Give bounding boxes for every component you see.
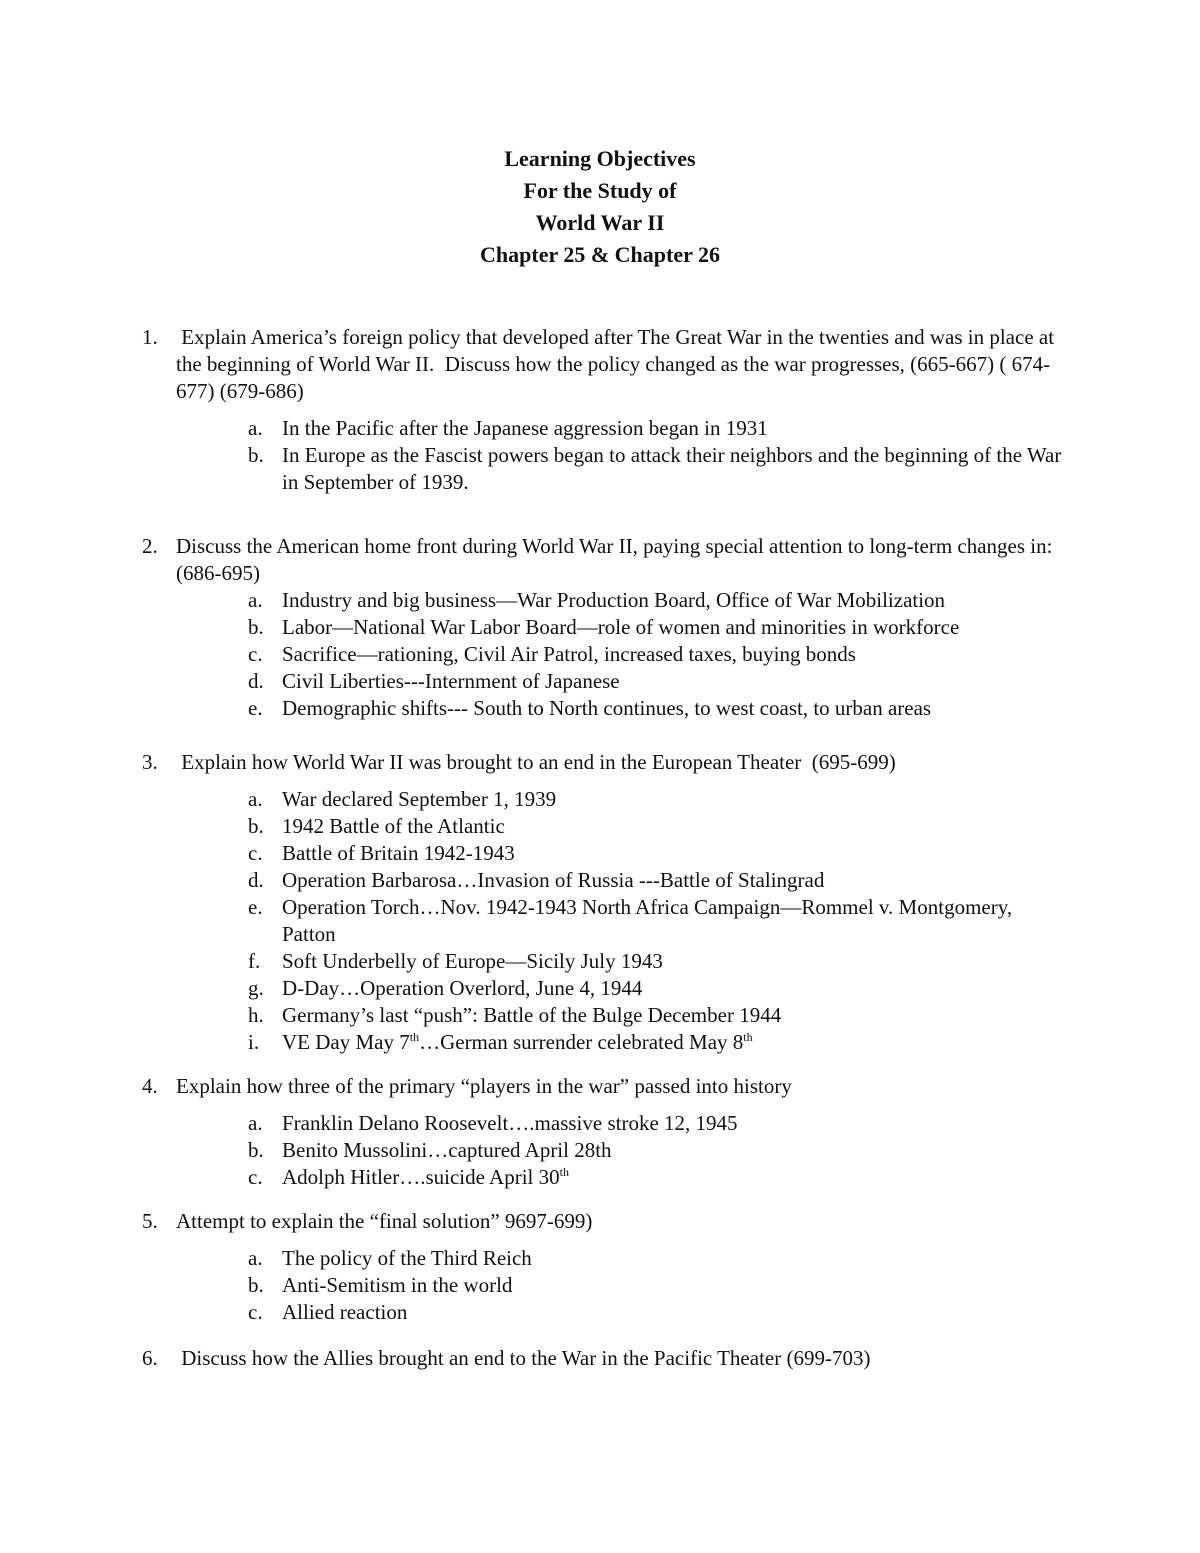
sub-item-letter: e. — [248, 895, 263, 919]
objective-text: Explain America’s foreign policy that developed after The Great War in the twenties and was in place at the beginning of World War II. Discuss how the policy changed as the war progresses, (665-667) ( 674-677) (679-686) — [176, 325, 1060, 403]
document-title — [0, 143, 1200, 271]
sub-item-text: Demographic shifts--- South to North continues, to west coast, to urban areas — [282, 696, 932, 720]
sub-item-letter: c. — [248, 841, 263, 865]
sub-item-text: In the Pacific after the Japanese aggression began in 1931 — [282, 416, 768, 440]
sub-item-list — [0, 786, 1200, 1056]
sub-item-text: Sacrifice—rationing, Civil Air Patrol, increased taxes, buying bonds — [282, 642, 856, 666]
objective-number: 2. — [142, 534, 158, 558]
sub-item-letter: b. — [248, 1138, 264, 1162]
objective-number: 3. — [142, 750, 158, 774]
sub-item-letter: a. — [248, 416, 263, 440]
sub-item — [248, 668, 1062, 695]
sub-item-text: Allied reaction — [282, 1300, 408, 1324]
sub-item-letter: f. — [248, 949, 261, 973]
sub-item-letter: b. — [248, 814, 264, 838]
sub-item-text: Adolph Hitler….suicide April 30 — [282, 1165, 560, 1189]
sub-item-text: Operation Torch…Nov. 1942-1943 North Africa Campaign—Rommel v. Montgomery, Patton — [282, 895, 1018, 946]
sub-item — [248, 1299, 1062, 1326]
sub-item — [248, 786, 1062, 813]
sub-item-text: Battle of Britain 1942-1943 — [282, 841, 515, 865]
sub-item-text: Operation Barbarosa…Invasion of Russia ---Battle of Stalingrad — [282, 868, 825, 892]
sub-item — [248, 442, 1067, 496]
sub-item — [248, 948, 1062, 975]
sub-item-letter: c. — [248, 1300, 263, 1324]
superscript: th — [409, 1030, 420, 1044]
sub-item-letter: b. — [248, 443, 264, 467]
objective-number: 1. — [142, 325, 158, 349]
objective-text: Discuss how the Allies brought an end to the War in the Pacific Theater (699-703) — [176, 1346, 871, 1370]
sub-item — [248, 614, 1062, 641]
objective-text: Attempt to explain the “final solution” 9697-699) — [176, 1209, 593, 1233]
sub-item-text: Anti-Semitism in the world — [282, 1273, 513, 1297]
title-line-3: World War II — [535, 210, 665, 235]
objective-3 — [0, 749, 1200, 1056]
objective-text: Explain how three of the primary “players in the war” passed into history — [176, 1074, 792, 1098]
sub-item-letter: g. — [248, 976, 264, 1000]
sub-item — [248, 1002, 1062, 1029]
sub-item — [248, 1110, 1062, 1137]
sub-item-text: Labor—National War Labor Board—role of women and minorities in workforce — [282, 615, 960, 639]
sub-item-letter: b. — [248, 1273, 264, 1297]
sub-item-text: Germany’s last “push”: Battle of the Bulge December 1944 — [282, 1003, 782, 1027]
sub-item — [248, 587, 1062, 614]
objective-6 — [0, 1345, 1200, 1372]
sub-item — [248, 415, 1062, 442]
objective-2 — [0, 533, 1200, 722]
objective-text: Explain how World War II was brought to an end in the European Theater (695-699) — [176, 750, 896, 774]
sub-item-letter: a. — [248, 1246, 263, 1270]
sub-item — [248, 695, 1062, 722]
superscript: th — [743, 1030, 753, 1044]
sub-item-list — [0, 1245, 1200, 1326]
sub-item-text: The policy of the Third Reich — [282, 1246, 532, 1270]
sub-item-letter: i. — [248, 1030, 260, 1054]
sub-item-letter: d. — [248, 868, 264, 892]
sub-item-text: War declared September 1, 1939 — [282, 787, 557, 811]
sub-item — [248, 1029, 1062, 1056]
title-line-2: For the Study of — [523, 178, 677, 203]
sub-item-text-continued: …German surrender celebrated May 8 — [419, 1030, 744, 1054]
sub-item-list — [0, 587, 1200, 722]
sub-item-text: Franklin Delano Roosevelt….massive stroke 12, 1945 — [282, 1111, 738, 1135]
sub-item-text: 1942 Battle of the Atlantic — [282, 814, 505, 838]
sub-item-text: D-Day…Operation Overlord, June 4, 1944 — [282, 976, 643, 1000]
objective-number: 5. — [142, 1209, 158, 1233]
sub-item-text: Soft Underbelly of Europe—Sicily July 1943 — [282, 949, 663, 973]
title-line-1: Learning Objectives — [504, 146, 696, 171]
sub-item — [248, 1245, 1062, 1272]
sub-item-letter: e. — [248, 696, 263, 720]
sub-item-text: VE Day May 7 — [282, 1030, 410, 1054]
sub-item — [248, 867, 1062, 894]
sub-item — [248, 1272, 1062, 1299]
title-line-4: Chapter 25 & Chapter 26 — [480, 242, 720, 267]
objective-number: 4. — [142, 1074, 158, 1098]
sub-item — [248, 1137, 1062, 1164]
sub-item-letter: c. — [248, 1165, 263, 1189]
sub-item — [248, 894, 1062, 948]
objective-number: 6. — [142, 1346, 158, 1370]
sub-item-letter: a. — [248, 1111, 263, 1135]
sub-item-letter: a. — [248, 588, 263, 612]
objective-1 — [0, 324, 1200, 496]
sub-item-list — [0, 1110, 1200, 1191]
objective-5 — [0, 1208, 1200, 1326]
sub-item — [248, 840, 1062, 867]
sub-item — [248, 1164, 1062, 1191]
objective-4 — [0, 1073, 1200, 1191]
sub-item — [248, 641, 1062, 668]
sub-item-letter: d. — [248, 669, 264, 693]
objective-text: Discuss the American home front during World War II, paying special attention to long-term changes in: (686-695) — [176, 534, 1058, 585]
sub-item-letter: c. — [248, 642, 263, 666]
sub-item-letter: b. — [248, 615, 264, 639]
sub-item — [248, 975, 1062, 1002]
sub-item-letter: a. — [248, 787, 263, 811]
sub-item-text: In Europe as the Fascist powers began to attack their neighbors and the beginning of the War in September of 1939. — [282, 443, 1067, 494]
sub-item-letter: h. — [248, 1003, 264, 1027]
sub-item-list — [0, 415, 1200, 496]
superscript: th — [559, 1165, 569, 1179]
sub-item-text: Benito Mussolini…captured April 28th — [282, 1138, 612, 1162]
sub-item-text: Industry and big business—War Production Board, Office of War Mobilization — [282, 588, 946, 612]
sub-item — [248, 813, 1062, 840]
sub-item-text: Civil Liberties---Internment of Japanese — [282, 669, 620, 693]
